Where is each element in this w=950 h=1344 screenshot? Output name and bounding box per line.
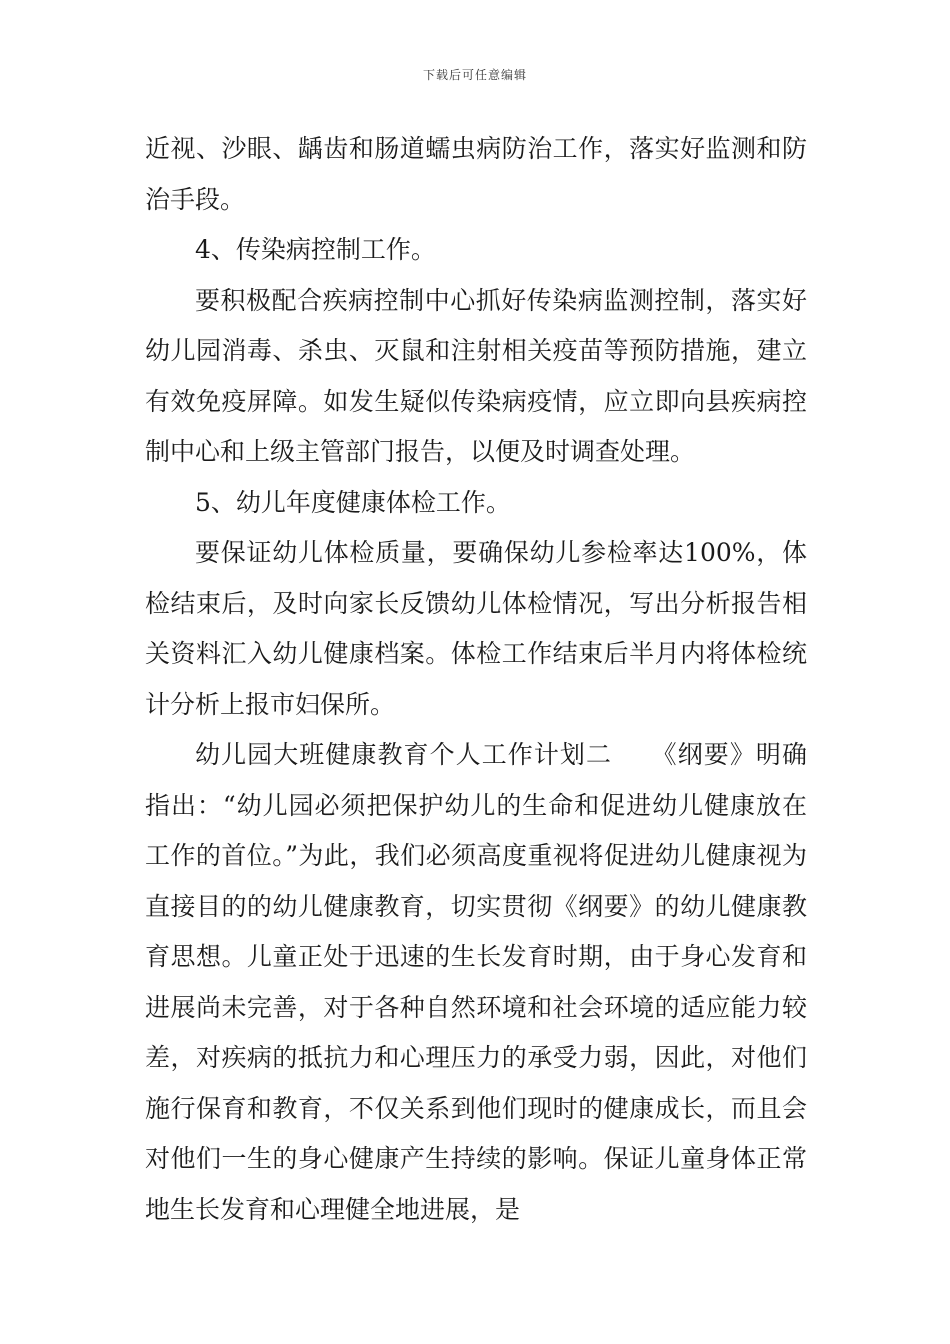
page-header: 下载后可任意编辑: [422, 68, 527, 82]
paragraph: 近视、沙眼、龋齿和肠道蠕虫病防治工作，落实好监测和防治手段。: [145, 134, 807, 214]
paragraph: 要保证幼儿体检质量，要确保幼儿参检率达100%，体检结束后，及时向家长反馈幼儿体检情况，写出分析报告相关资料汇入幼儿健康档案。体检工作结束后半月内将体检统计分析上报市妇保所。: [145, 538, 807, 719]
section-heading: 4、传染病控制工作。: [195, 235, 436, 264]
section-heading: 5、幼儿年度健康体检工作。: [195, 487, 511, 517]
document-body: [145, 124, 807, 1235]
paragraph: 幼儿园大班健康教育个人工作计划二 《纲要》明确指出：“幼儿园必须把保护幼儿的生命和促进幼儿健康放在工作的首位。”为此，我们必须高度重视将促进幼儿健康视为直接目的的幼儿健康教育，切实贯彻《纲要》的幼儿健康教育思想。儿童正处于迅速的生长发育时期，由于身心发育和进展尚未完善，对于各种自然环境和社会环境的适应能力较差，对疾病的抵抗力和心理压力的承受力弱，因此，对他们施行保育和教育，不仅关系到他们现时的健康成长，而且会对他们一生的身心健康产生持续的影响。保证儿童身体正常地生长发育和心理健全地进展，是: [145, 740, 807, 1224]
paragraph: 要积极配合疾病控制中心抓好传染病监测控制，落实好幼儿园消毒、杀虫、灭鼠和注射相关疫苗等预防措施，建立有效免疫屏障。如发生疑似传染病疫情，应立即向县疾病控制中心和上级主管部门报告，以便及时调查处理。: [145, 285, 807, 466]
